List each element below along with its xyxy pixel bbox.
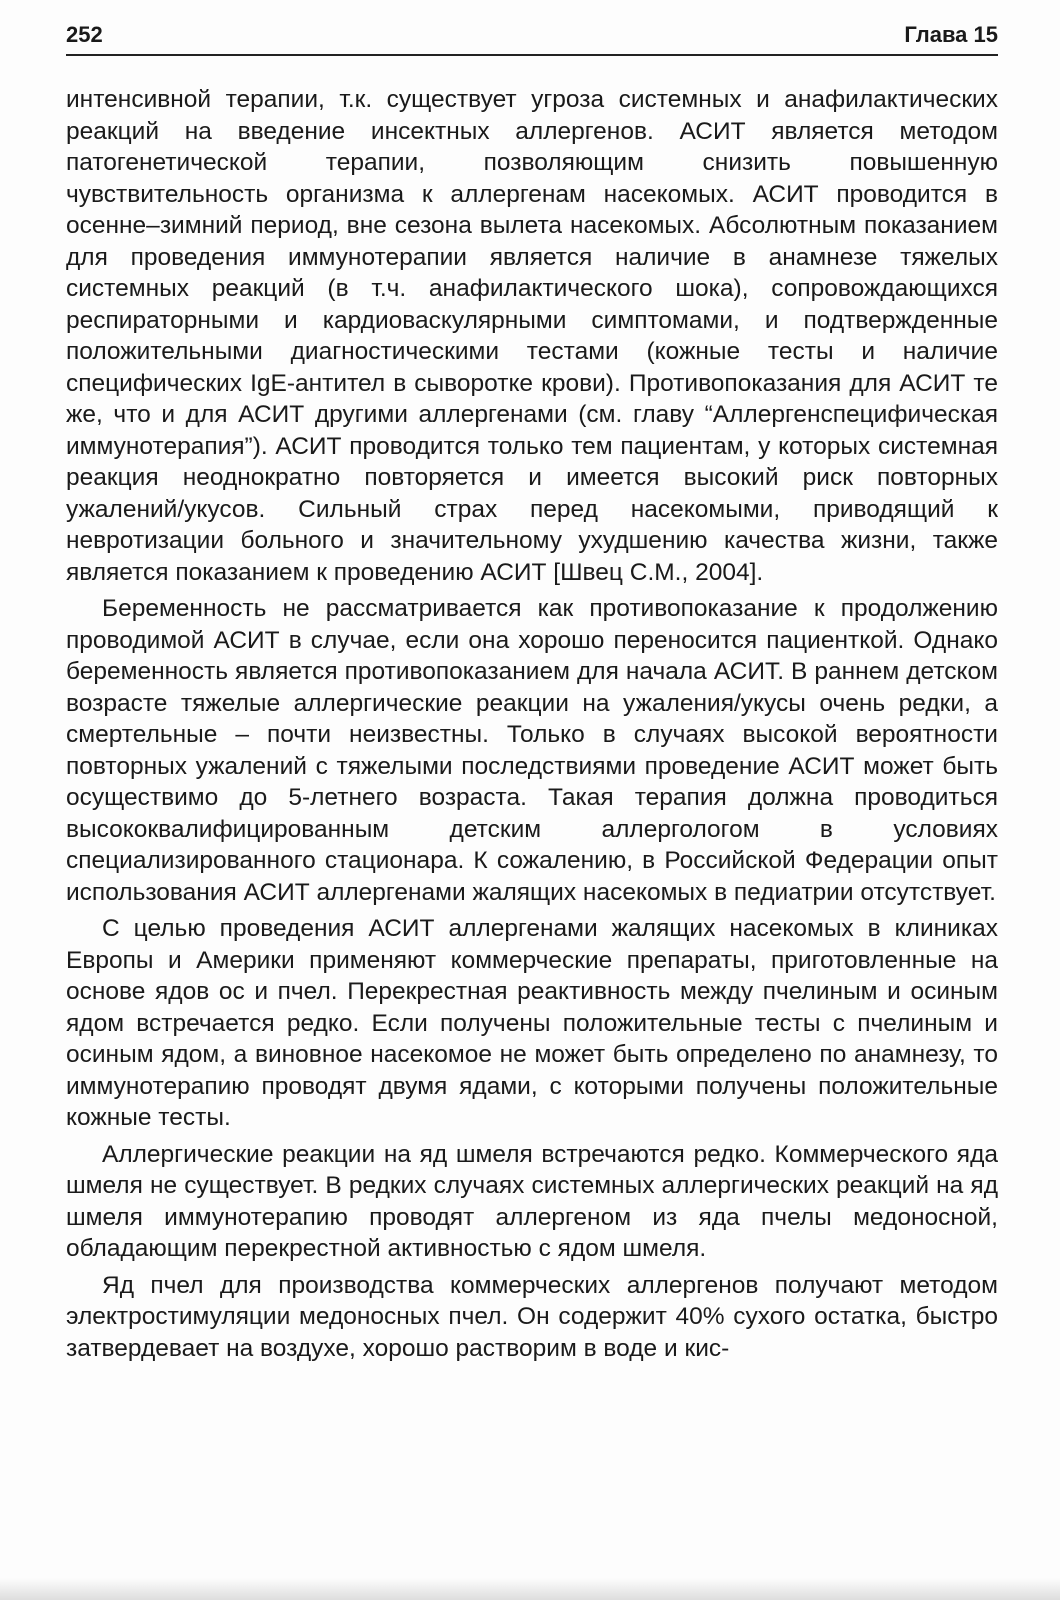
body-text xyxy=(66,84,998,1369)
paragraph-bumblebee-venom: Аллергические реакции на яд шмеля встречаются редко. Коммерческого яда шмеля не существует. В редких случаях системных аллергических реакций на яд шмеля иммунотерапию проводят аллергеном из яда пчелы медоносной, обладающим перекрестной активностью с ядом шмеля. xyxy=(66,1140,998,1262)
chapter-label: Глава 15 xyxy=(904,22,998,47)
paragraph-bee-venom-production: Яд пчел для производства коммерческих аллергенов получают методом электростимуляции медоносных пчел. Он содержит 40% сухого остатка, быстро затвердевает на воздухе, хорошо растворим в воде и кис- xyxy=(66,1271,998,1362)
paragraph-commercial-preparations: С целью проведения АСИТ аллергенами жалящих насекомых в клиниках Европы и Америки применяют коммерческие препараты, приготовленные на основе ядов ос и пчел. Перекрестная реактивность между пчелиным и осиным ядом встречается редко. Если получены положительные тесты с пчелиным и осиным ядом, а виновное насекомое не может быть определено по анамнезу, то иммунотерапию проводят двумя ядами, с которыми получены положительные кожные тесты. xyxy=(66,915,998,1131)
scan-edge-shadow xyxy=(0,1578,1060,1600)
running-header xyxy=(66,20,998,56)
paragraph-continuation: интенсивной терапии, т.к. существует угроза системных и анафилактических реакций на введение инсектных аллергенов. АСИТ является методом патогенетической терапии, позволяющим снизить повышенную чувствительность организма к аллергенам насекомых. АСИТ проводится в осенне–зимний период, вне сезона вылета насекомых. Абсолютным показанием для проведения иммунотерапии является наличие в анамнезе тяжелых системных реакций (в т.ч. анафилактического шока), сопровождающихся респираторными и кардиоваскулярными симптомами, и подтвержденные положительными диагностическими тестами (кожные тесты и наличие специфических IgE-антител в сыворотке крови). Противопоказания для АСИТ те же, что и для АСИТ другими аллергенами (см. главу “Аллергенспецифическая иммунотерапия”). АСИТ проводится только тем пациентам, у которых системная реакция неоднократно повторяется и имеется высокий риск повторных ужалений/укусов. Сильный страх перед насекомыми, приводящий к невротизации больного и значительному ухудшению качества жизни, также является показанием к проведению АСИТ [Швец С.М., 2004]. xyxy=(66,86,998,586)
paragraph-pregnancy: Беременность не рассматривается как противопоказание к продолжению проводимой АСИТ в случае, если она хорошо переносится пациенткой. Однако беременность является противопоказанием для начала АСИТ. В раннем детском возрасте тяжелые аллергические реакции на ужаления/укусы очень редки, а смертельные – почти неизвестны. Только в случаях высокой вероятности повторных ужалений с тяжелыми последствиями проведение АСИТ может быть осуществимо до 5-летнего возраста. Такая терапия должна проводиться высококвалифицированным детским аллергологом в условиях специализированного стационара. К сожалению, в Российской Федерации опыт использования АСИТ аллергенами жалящих насекомых в педиатрии отсутствует. xyxy=(66,595,998,906)
page-number: 252 xyxy=(66,22,103,47)
